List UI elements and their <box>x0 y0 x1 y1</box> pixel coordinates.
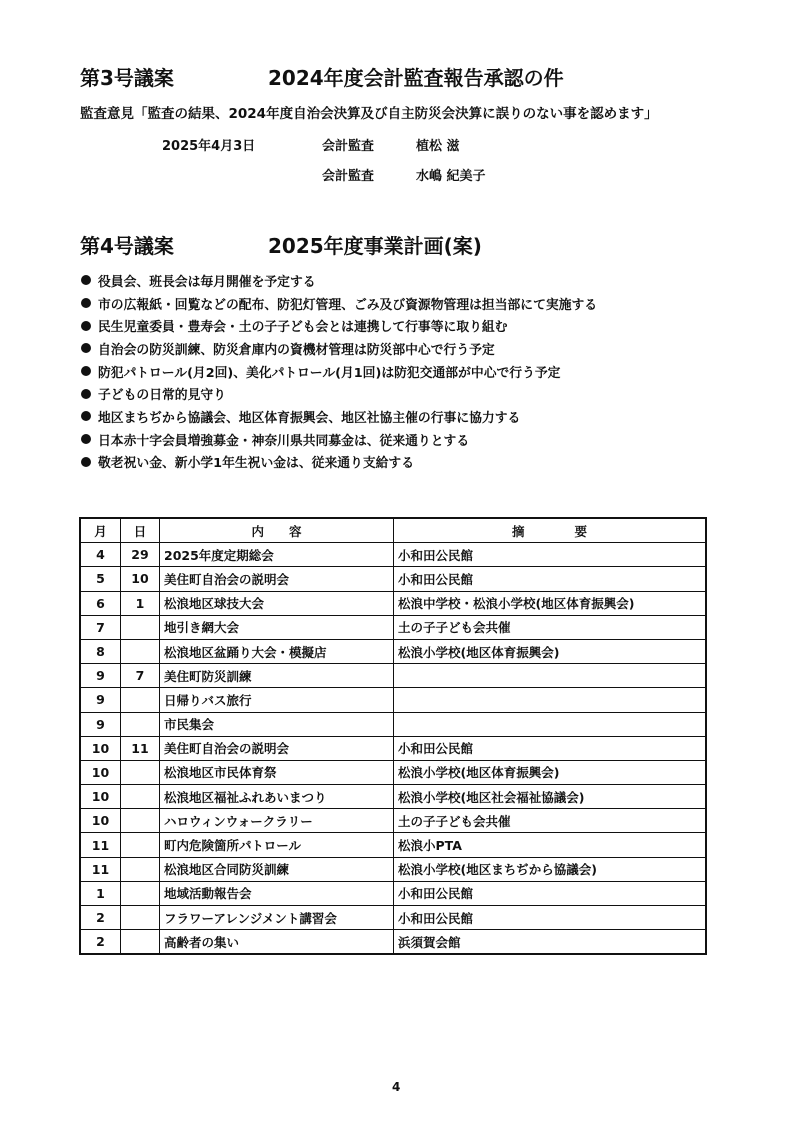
table-row <box>80 615 706 639</box>
cell-month: 10 <box>80 736 121 760</box>
cell-month: 4 <box>80 543 121 567</box>
cell-month: 2 <box>80 930 121 955</box>
bullet-icon <box>81 321 91 331</box>
table-row <box>80 857 706 881</box>
cell-day <box>121 809 160 833</box>
auditor2-name: 水嶋 紀美子 <box>416 169 486 184</box>
cell-day: 29 <box>121 543 160 567</box>
cell-content: フラワーアレンジメント講習会 <box>160 906 394 930</box>
table-row <box>80 785 706 809</box>
cell-day: 1 <box>121 591 160 615</box>
cell-month: 1 <box>80 881 121 905</box>
cell-month: 10 <box>80 809 121 833</box>
audit-opinion: 監査意見「監査の結果、2024年度自治会決算及び自主防災会決算に誤りのない事を認めます」 <box>80 106 658 122</box>
cell-content: 町内危険箇所パトロール <box>160 833 394 857</box>
bullet-icon <box>81 366 91 376</box>
bullet-icon <box>81 411 91 421</box>
schedule-body <box>80 543 706 955</box>
auditor1-name: 植松 滋 <box>416 139 460 154</box>
cell-note <box>394 712 707 736</box>
agenda3-number: 第3号議案 <box>80 66 174 90</box>
header-month: 月 <box>80 518 121 543</box>
cell-month: 7 <box>80 615 121 639</box>
cell-day <box>121 857 160 881</box>
cell-month: 9 <box>80 688 121 712</box>
cell-content: 美住町防災訓練 <box>160 664 394 688</box>
table-row <box>80 688 706 712</box>
plan-bullet <box>80 337 597 360</box>
cell-content: 美住町自治会の説明会 <box>160 736 394 760</box>
cell-note: 小和田公民館 <box>394 543 707 567</box>
cell-day <box>121 906 160 930</box>
bullet-icon <box>81 298 91 308</box>
cell-day <box>121 615 160 639</box>
cell-day <box>121 639 160 663</box>
bullet-icon <box>81 434 91 444</box>
cell-content: 松浪地区市民体育祭 <box>160 760 394 784</box>
cell-day: 7 <box>121 664 160 688</box>
plan-bullet <box>80 428 597 451</box>
plan-bullet <box>80 314 597 337</box>
plan-bullet <box>80 360 597 383</box>
table-row <box>80 639 706 663</box>
audit-date: 2025年4月3日 <box>162 139 256 154</box>
table-header-row <box>80 518 706 543</box>
plan-bullet-text: 敬老祝い金、新小学1年生祝い金は、従来通り支給する <box>98 456 415 472</box>
cell-note: 小和田公民館 <box>394 906 707 930</box>
plan-bullet-text: 地区まちぢから協議会、地区体育振興会、地区社協主催の行事に協力する <box>98 410 521 426</box>
table-row <box>80 833 706 857</box>
cell-content: 美住町自治会の説明会 <box>160 567 394 591</box>
cell-day <box>121 760 160 784</box>
plan-bullet-text: 役員会、班長会は毎月開催を予定する <box>98 274 316 290</box>
cell-day <box>121 881 160 905</box>
page-number: 4 <box>392 1080 401 1094</box>
table-row <box>80 664 706 688</box>
plan-bullet-text: 自治会の防災訓練、防災倉庫内の資機材管理は防災部中心で行う予定 <box>98 342 495 358</box>
cell-note: 松浪小学校(地区体育振興会) <box>394 760 707 784</box>
cell-month: 2 <box>80 906 121 930</box>
cell-day <box>121 930 160 955</box>
cell-content: 松浪地区球技大会 <box>160 591 394 615</box>
cell-note: 浜須賀会館 <box>394 930 707 955</box>
table-row <box>80 930 706 955</box>
cell-month: 11 <box>80 833 121 857</box>
cell-day: 10 <box>121 567 160 591</box>
cell-month: 11 <box>80 857 121 881</box>
plan-bullet-text: 民生児童委員・豊寿会・土の子子ども会とは連携して行事等に取り組む <box>98 320 508 336</box>
table-row <box>80 809 706 833</box>
cell-day <box>121 688 160 712</box>
agenda3-title: 2024年度会計監査報告承認の件 <box>268 66 564 90</box>
cell-content: 高齢者の集い <box>160 930 394 955</box>
plan-bullet <box>80 382 597 405</box>
cell-note: 松浪小学校(地区体育振興会) <box>394 639 707 663</box>
cell-note: 松浪小PTA <box>394 833 707 857</box>
cell-content: 地引き網大会 <box>160 615 394 639</box>
cell-note: 土の子子ども会共催 <box>394 809 707 833</box>
cell-content: 日帰りバス旅行 <box>160 688 394 712</box>
bullet-icon <box>81 275 91 285</box>
plan-bullet <box>80 405 597 428</box>
plan-bullet-text: 日本赤十字会員増強募金・神奈川県共同募金は、従来通りとする <box>98 433 470 449</box>
plan-bullet-text: 市の広報紙・回覧などの配布、防犯灯管理、ごみ及び資源物管理は担当部にて実施する <box>98 297 598 313</box>
cell-content: 2025年度定期総会 <box>160 543 394 567</box>
header-note: 摘 要 <box>394 518 707 543</box>
cell-note: 松浪中学校・松浪小学校(地区体育振興会) <box>394 591 707 615</box>
cell-note: 松浪小学校(地区社会福祉協議会) <box>394 785 707 809</box>
plan-bullet <box>80 269 597 292</box>
table-row <box>80 567 706 591</box>
cell-content: 地域活動報告会 <box>160 881 394 905</box>
plan-bullet-text: 防犯パトロール(月2回)、美化パトロール(月1回)は防犯交通部が中心で行う予定 <box>98 365 561 381</box>
table-row <box>80 906 706 930</box>
table-row <box>80 712 706 736</box>
cell-month: 10 <box>80 785 121 809</box>
plan-bullet <box>80 451 597 474</box>
plan-bullet-text: 子どもの日常的見守り <box>98 388 226 404</box>
header-day: 日 <box>121 518 160 543</box>
agenda4-title: 2025年度事業計画(案) <box>268 234 482 258</box>
cell-content: 松浪地区福祉ふれあいまつり <box>160 785 394 809</box>
header-content: 内 容 <box>160 518 394 543</box>
cell-content: 松浪地区盆踊り大会・模擬店 <box>160 639 394 663</box>
schedule-table <box>79 517 707 955</box>
cell-day <box>121 833 160 857</box>
plan-bullet <box>80 292 597 315</box>
cell-note: 小和田公民館 <box>394 736 707 760</box>
bullet-icon <box>81 389 91 399</box>
cell-month: 5 <box>80 567 121 591</box>
cell-note: 小和田公民館 <box>394 881 707 905</box>
cell-note <box>394 664 707 688</box>
cell-month: 9 <box>80 664 121 688</box>
cell-content: 市民集会 <box>160 712 394 736</box>
table-row <box>80 543 706 567</box>
cell-month: 8 <box>80 639 121 663</box>
cell-day <box>121 785 160 809</box>
table-row <box>80 760 706 784</box>
bullet-icon <box>81 457 91 467</box>
table-row <box>80 881 706 905</box>
cell-day <box>121 712 160 736</box>
auditor2-role: 会計監査 <box>322 169 375 184</box>
auditor1-role: 会計監査 <box>322 139 375 154</box>
cell-month: 10 <box>80 760 121 784</box>
cell-note: 松浪小学校(地区まちぢから協議会) <box>394 857 707 881</box>
cell-month: 9 <box>80 712 121 736</box>
cell-note <box>394 688 707 712</box>
bullet-icon <box>81 343 91 353</box>
plan-bullet-list <box>80 269 597 473</box>
cell-note: 土の子子ども会共催 <box>394 615 707 639</box>
agenda4-number: 第4号議案 <box>80 234 174 258</box>
cell-month: 6 <box>80 591 121 615</box>
cell-content: 松浪地区合同防災訓練 <box>160 857 394 881</box>
cell-day: 11 <box>121 736 160 760</box>
cell-content: ハロウィンウォークラリー <box>160 809 394 833</box>
table-row <box>80 736 706 760</box>
table-row <box>80 591 706 615</box>
cell-note: 小和田公民館 <box>394 567 707 591</box>
